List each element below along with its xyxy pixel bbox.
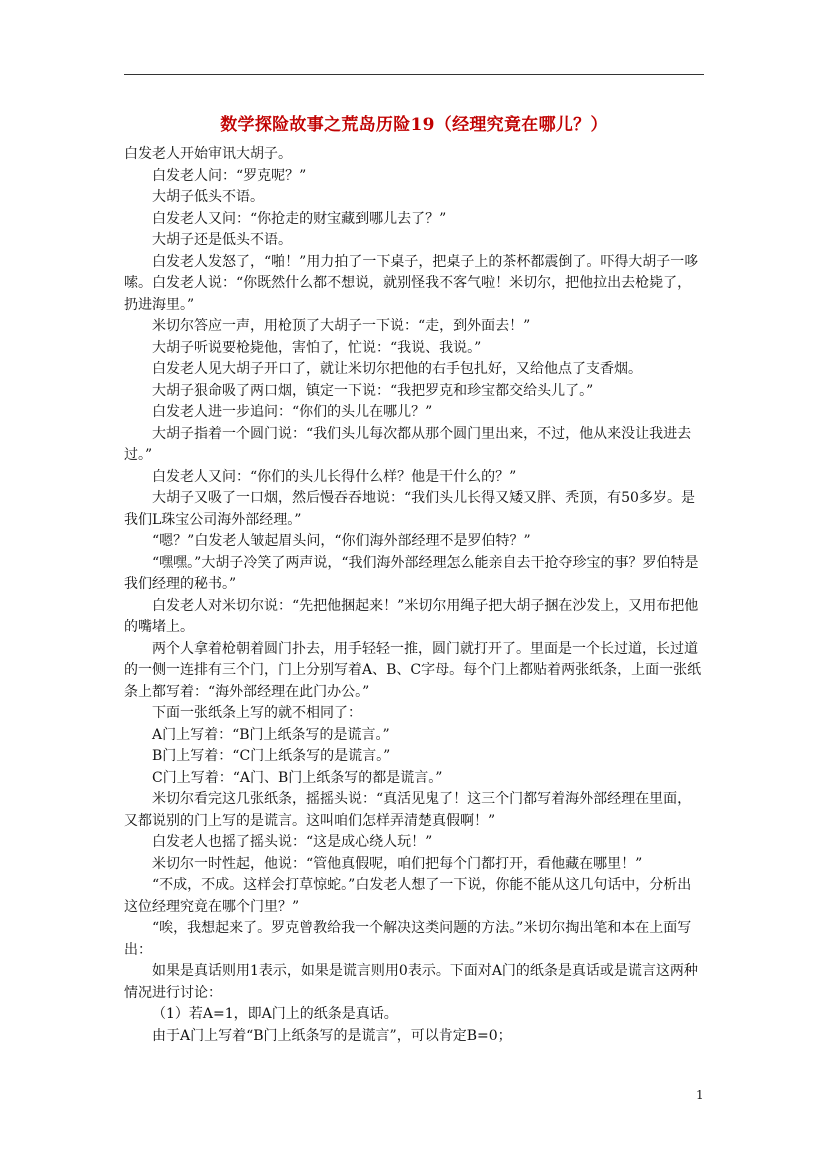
paragraph: 大胡子狠命吸了两口烟，镇定一下说：“我把罗克和珍宝都交给头儿了。” — [152, 382, 594, 399]
paragraph: C门上写着：“A门、B门上纸条写的都是谎言。” — [152, 769, 443, 786]
article-body — [124, 144, 704, 1047]
paragraph: 白发老人进一步追问：“你们的头儿在哪儿？” — [152, 404, 433, 420]
paragraph: 下面一张纸条上写的就不相同了： — [152, 705, 362, 721]
paragraph: 大胡子指着一个圆门说：“我们头儿每次都从那个圆门里出来，不过，他从来没让我进去过。” — [124, 425, 692, 463]
paragraph: 大胡子又吸了一口烟，然后慢吞吞地说：“我们头儿长得又矮又胖、秃顶，有50多岁。是我们L珠宝公司海外部经理。” — [124, 490, 695, 528]
paragraph: B门上写着：“C门上纸条写的是谎言。” — [152, 748, 391, 764]
paragraph: 白发老人对米切尔说：“先把他捆起来！”米切尔用绳子把大胡子捆在沙发上，又用布把他的嘴堵上。 — [124, 597, 699, 635]
header-rule — [124, 74, 704, 75]
paragraph: 白发老人发怒了，“啪！”用力拍了一下桌子，把桌子上的茶杯都震倒了。吓得大胡子一哆嗦。白发老人说：“你既然什么都不想说，就别怪我不客气啦！米切尔，把他拉出去枪毙了，扔进海里。” — [124, 253, 699, 313]
paragraph: 大胡子听说要枪毙他，害怕了，忙说：“我说、我说。” — [152, 339, 482, 356]
paragraph: 米切尔一时性起，他说：“管他真假呢，咱们把每个门都打开，看他藏在哪里！” — [152, 855, 643, 872]
page-number: 1 — [696, 1088, 704, 1102]
paragraph: “唉，我想起来了。罗克曾教给我一个解决这类问题的方法。”米切尔掏出笔和本在上面写出： — [124, 920, 692, 958]
paragraph: “不成，不成。这样会打草惊蛇。”白发老人想了一下说，你能不能从这几句话中，分析出这位经理究竟在哪个门里？” — [124, 877, 692, 915]
paragraph: 大胡子低头不语。 — [152, 189, 264, 205]
paragraph: 如果是真话则用1表示，如果是谎言则用0表示。下面对A门的纸条是真话或是谎言这两种情况进行讨论： — [124, 963, 698, 1001]
paragraph: “嗯？”白发老人皱起眉头问，“你们海外部经理不是罗伯特？” — [152, 533, 531, 549]
paragraph: A门上写着：“B门上纸条写的是谎言。” — [152, 726, 390, 743]
paragraph: 米切尔答应一声，用枪顶了大胡子一下说：“走，到外面去！” — [152, 318, 531, 334]
paragraph: 白发老人见大胡子开口了，就让米切尔把他的右手包扎好，又给他点了支香烟。 — [152, 361, 642, 377]
paragraph: 大胡子还是低头不语。 — [152, 232, 292, 248]
paragraph: 两个人拿着枪朝着圆门扑去，用手轻轻一推，圆门就打开了。里面是一个长过道，长过道的一侧一连排有三个门，门上分别写着A、B、C字母。每个门上都贴着两张纸条，上面一张纸条上都写着：“海外部经理在此门办公。” — [124, 640, 702, 700]
paragraph: 白发老人也摇了摇头说：“这是成心绕人玩！” — [152, 834, 433, 850]
page-title: 数学探险故事之荒岛历险19（经理究竟在哪儿？） — [220, 115, 608, 135]
paragraph: 白发老人又问：“你们的头儿长得什么样？他是干什么的？” — [152, 468, 517, 485]
paragraph: “嘿嘿。”大胡子冷笑了两声说，“我们海外部经理怎么能亲自去干抢夺珍宝的事？罗伯特是我们经理的秘书。” — [124, 554, 699, 592]
paragraph: 白发老人又问：“你抢走的财宝藏到哪儿去了？” — [152, 210, 447, 227]
paragraph: 由于A门上写着“B门上纸条写的是谎言”，可以肯定B=0； — [152, 1027, 512, 1044]
paragraph: 米切尔看完这几张纸条，摇摇头说：“真活见鬼了！这三个门都写着海外部经理在里面，又都说别的门上写的是谎言。这叫咱们怎样弄清楚真假啊！” — [124, 791, 692, 829]
paragraph: 白发老人开始审讯大胡子。 — [124, 146, 292, 162]
paragraph: 白发老人问：“罗克呢？” — [152, 167, 307, 184]
paragraph: （1）若A=1，即A门上的纸条是真话。 — [152, 1006, 398, 1022]
